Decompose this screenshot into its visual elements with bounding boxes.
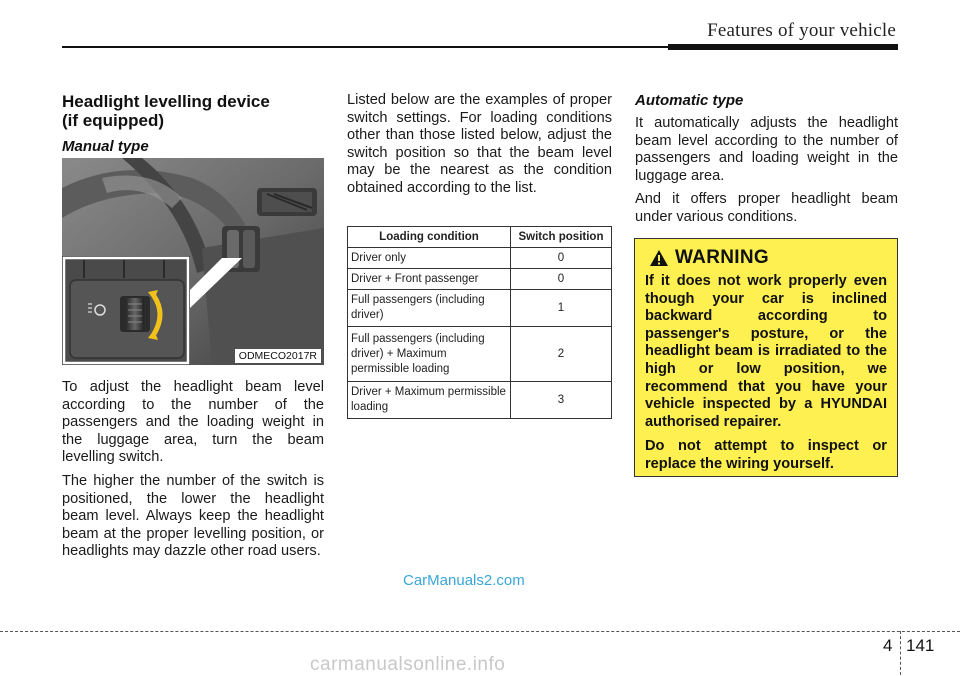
table-row — [348, 327, 612, 382]
automatic-type-subheading: Automatic type — [635, 92, 744, 109]
section-heading-line1: Headlight levelling device — [62, 92, 270, 111]
image-caption: ODMECO2017R — [235, 349, 321, 363]
cell-condition: Full passengers (including driver) + Maximum permissible loading — [348, 327, 511, 382]
cell-condition: Driver only — [348, 248, 511, 269]
cell-position: 0 — [511, 248, 612, 269]
middle-column — [347, 92, 612, 198]
table-row — [348, 248, 612, 269]
cell-condition: Full passengers (including driver) — [348, 290, 511, 327]
warning-box — [634, 238, 898, 477]
switch-settings-intro: Listed below are the examples of proper switch settings. For loading conditions other than those listed below, adjust the switch position so that the beam level may be the nearest as the condition obtained according to the list. — [347, 92, 612, 196]
cell-position: 2 — [511, 327, 612, 382]
left-column — [62, 92, 324, 155]
footer-brand: carmanualsonline.info — [310, 654, 506, 675]
warning-triangle-icon — [649, 249, 669, 267]
footer-rule — [0, 631, 960, 632]
automatic-type-paragraph-2: And it offers proper headlight beam under various conditions. — [635, 191, 898, 225]
left-body — [62, 379, 324, 561]
header-rule-accent — [668, 44, 898, 50]
page-header-title: Features of your vehicle — [707, 20, 896, 41]
footer-separator — [900, 631, 901, 675]
page-number: 141 — [906, 636, 935, 655]
manual-type-paragraph-1: To adjust the headlight beam level according to the number of the passengers and the loading weight in the luggage area, turn the beam levelling switch. — [62, 379, 324, 466]
warning-title: WARNING — [675, 247, 769, 268]
table-row — [348, 290, 612, 327]
table-header-row — [348, 227, 612, 248]
cell-condition: Driver + Maximum permissible loading — [348, 382, 511, 419]
table-row — [348, 382, 612, 419]
warning-header — [649, 247, 887, 269]
automatic-type-paragraph-1: It automatically adjusts the headlight beam level according to the number of passengers and loading weight in the luggage area. — [635, 115, 898, 184]
column-header-position: Switch position — [511, 227, 612, 248]
loading-condition-table — [347, 226, 612, 419]
manual-type-subheading: Manual type — [62, 138, 149, 155]
watermark-link[interactable]: CarManuals2.com — [403, 572, 525, 589]
cell-position: 1 — [511, 290, 612, 327]
cell-position: 3 — [511, 382, 612, 419]
warning-text-1: If it does not work properly even though your car is inclined backward according to passenger's posture, or the headlight beam is irradiated to the high or low position, we recommend that you have your vehicle inspected by a HYUNDAI authorised repairer. — [645, 273, 887, 430]
section-heading — [62, 92, 324, 130]
column-header-condition: Loading condition — [348, 227, 511, 248]
dashboard-illustration — [62, 158, 324, 365]
table-row — [348, 269, 612, 290]
right-column — [635, 92, 898, 227]
chapter-number: 4 — [883, 636, 893, 655]
section-heading-line2: (if equipped) — [62, 111, 164, 130]
headlight-switch-photo — [62, 158, 324, 365]
cell-condition: Driver + Front passenger — [348, 269, 511, 290]
warning-text-2: Do not attempt to inspect or replace the wiring yourself. — [645, 438, 887, 472]
cell-position: 0 — [511, 269, 612, 290]
manual-type-paragraph-2: The higher the number of the switch is positioned, the lower the headlight beam level. Always keep the headlight beam at the proper levelling position, or headlights may dazzle other road users. — [62, 472, 324, 560]
